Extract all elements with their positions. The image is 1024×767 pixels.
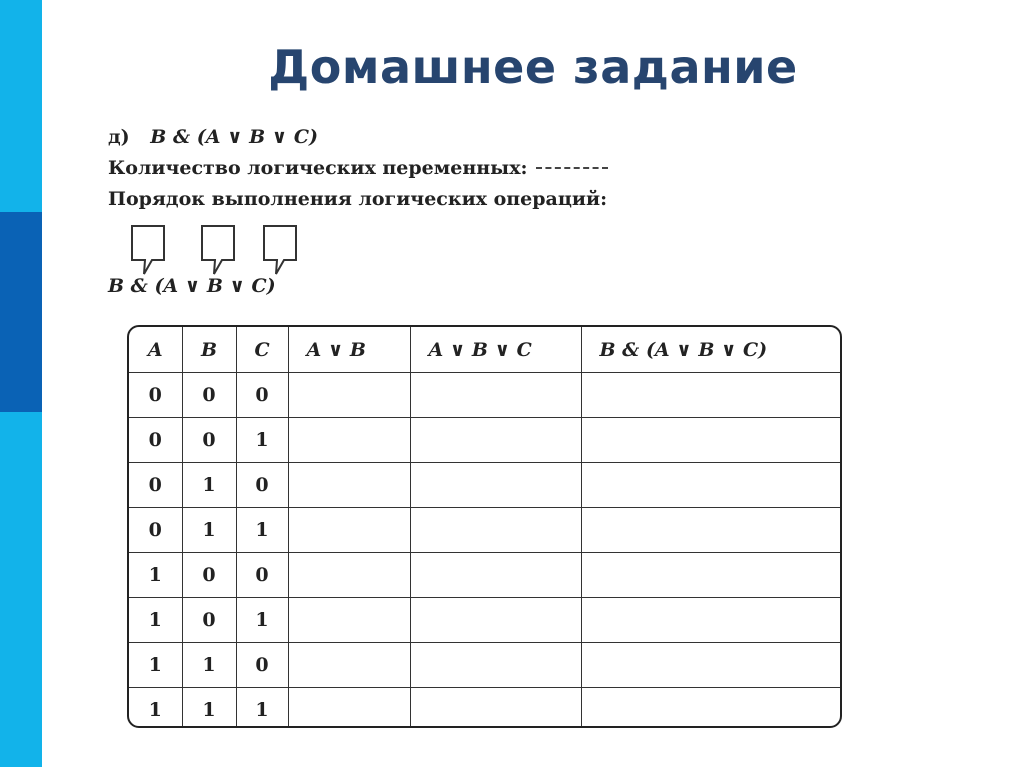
table-row: [129, 598, 840, 643]
column-header: B & (A ∨ B ∨ C): [581, 327, 840, 373]
answer-cell[interactable]: [288, 463, 410, 508]
task-header: [108, 126, 318, 148]
answer-blank[interactable]: [536, 167, 608, 169]
answer-cell[interactable]: [581, 463, 840, 508]
task-expression: B & (A ∨ B ∨ C): [150, 126, 318, 148]
table-row: [129, 463, 840, 508]
table-row: [129, 418, 840, 463]
order-bubble-1[interactable]: [130, 224, 166, 276]
table-cell: 0: [236, 643, 288, 688]
answer-cell[interactable]: [410, 553, 581, 598]
table-cell: 0: [182, 373, 236, 418]
table-row: [129, 373, 840, 418]
column-header: A: [129, 327, 182, 373]
table-cell: 1: [236, 508, 288, 553]
task-letter: д): [108, 126, 130, 148]
table-cell: 1: [129, 688, 182, 729]
table-cell: 0: [129, 373, 182, 418]
answer-cell[interactable]: [288, 553, 410, 598]
table-cell: 0: [129, 418, 182, 463]
answer-cell[interactable]: [410, 508, 581, 553]
formula-below-bubbles: B & (A ∨ B ∨ C): [108, 275, 276, 297]
answer-cell[interactable]: [410, 643, 581, 688]
operations-order-line: [108, 188, 607, 210]
column-header: A ∨ B: [288, 327, 410, 373]
table-cell: 0: [182, 598, 236, 643]
table-cell: 1: [129, 553, 182, 598]
table-cell: 1: [182, 688, 236, 729]
column-header: B: [182, 327, 236, 373]
column-header: C: [236, 327, 288, 373]
table-cell: 1: [236, 688, 288, 729]
slide-title: Домашнее задание: [268, 40, 798, 94]
operations-order-label: Порядок выполнения логических операций:: [108, 188, 608, 210]
answer-cell[interactable]: [410, 418, 581, 463]
table-cell: 1: [182, 508, 236, 553]
table-cell: 1: [129, 598, 182, 643]
left-accent-bar-dark: [0, 212, 42, 412]
table-cell: 0: [129, 463, 182, 508]
answer-cell[interactable]: [288, 418, 410, 463]
answer-cell[interactable]: [288, 508, 410, 553]
table-row: [129, 643, 840, 688]
truth-table-frame: [127, 325, 842, 728]
answer-cell[interactable]: [288, 598, 410, 643]
table-row: [129, 688, 840, 729]
table-cell: 0: [236, 373, 288, 418]
table-cell: 1: [236, 418, 288, 463]
answer-cell[interactable]: [581, 418, 840, 463]
answer-cell[interactable]: [288, 373, 410, 418]
answer-cell[interactable]: [581, 688, 840, 729]
operation-order-bubbles: [130, 224, 310, 276]
variables-count-label: Количество логических переменных:: [108, 157, 528, 179]
table-cell: 1: [129, 643, 182, 688]
answer-cell[interactable]: [288, 643, 410, 688]
answer-cell[interactable]: [288, 688, 410, 729]
table-cell: 0: [129, 508, 182, 553]
table-cell: 1: [236, 598, 288, 643]
answer-cell[interactable]: [581, 508, 840, 553]
table-row: [129, 553, 840, 598]
answer-cell[interactable]: [410, 598, 581, 643]
table-row: [129, 508, 840, 553]
table-cell: 0: [236, 463, 288, 508]
answer-cell[interactable]: [581, 373, 840, 418]
order-bubble-3[interactable]: [262, 224, 298, 276]
answer-cell[interactable]: [581, 643, 840, 688]
table-cell: 0: [236, 553, 288, 598]
truth-table: [129, 327, 840, 728]
order-bubble-2[interactable]: [200, 224, 236, 276]
answer-cell[interactable]: [581, 598, 840, 643]
variables-count-line: [108, 157, 608, 179]
table-cell: 0: [182, 553, 236, 598]
table-cell: 0: [182, 418, 236, 463]
answer-cell[interactable]: [581, 553, 840, 598]
answer-cell[interactable]: [410, 463, 581, 508]
table-cell: 1: [182, 643, 236, 688]
answer-cell[interactable]: [410, 688, 581, 729]
table-cell: 1: [182, 463, 236, 508]
table-header-row: [129, 327, 840, 373]
answer-cell[interactable]: [410, 373, 581, 418]
column-header: A ∨ B ∨ C: [410, 327, 581, 373]
